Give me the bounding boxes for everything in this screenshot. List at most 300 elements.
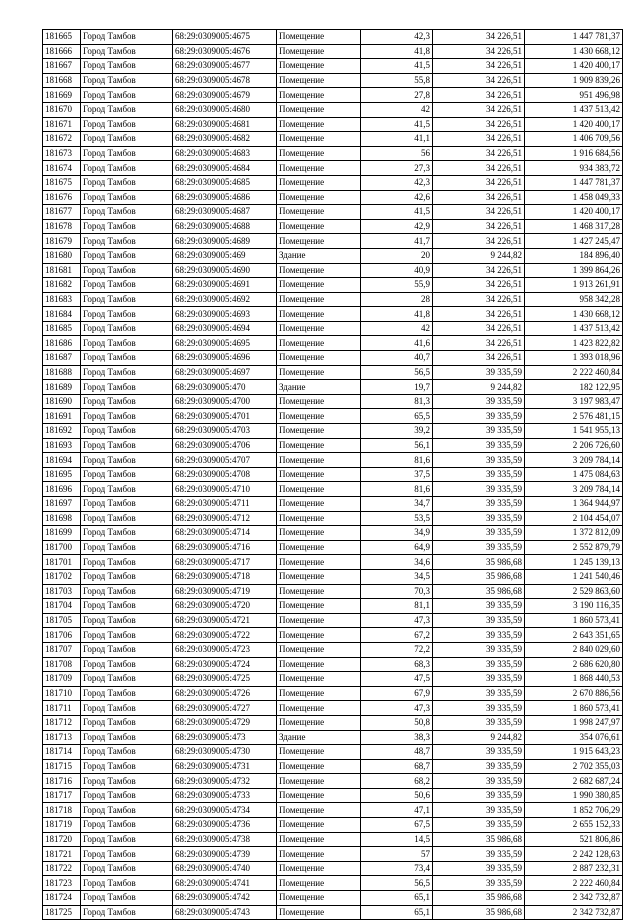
cell-locality: Город Тамбов <box>81 832 173 847</box>
cell-cadastral-number: 68:29:0309005:4711 <box>173 497 277 512</box>
cell-specific-value: 34 226,51 <box>433 161 525 176</box>
cell-object-type: Помещение <box>277 205 361 220</box>
cell-cadastral-value: 1 437 513,42 <box>525 102 623 117</box>
cell-locality: Город Тамбов <box>81 88 173 103</box>
cell-row-number: 181683 <box>43 292 81 307</box>
cell-locality: Город Тамбов <box>81 438 173 453</box>
cell-row-number: 181684 <box>43 307 81 322</box>
cell-area: 14,5 <box>361 832 433 847</box>
cell-locality: Город Тамбов <box>81 642 173 657</box>
cell-cadastral-number: 68:29:0309005:4714 <box>173 526 277 541</box>
cell-cadastral-number: 68:29:0309005:4687 <box>173 205 277 220</box>
cell-object-type: Помещение <box>277 132 361 147</box>
cell-locality: Город Тамбов <box>81 146 173 161</box>
cell-locality: Город Тамбов <box>81 818 173 833</box>
cell-cadastral-number: 68:29:0309005:4738 <box>173 832 277 847</box>
cell-area: 68,2 <box>361 774 433 789</box>
cell-locality: Город Тамбов <box>81 497 173 512</box>
cell-area: 56,5 <box>361 876 433 891</box>
cell-object-type: Помещение <box>277 759 361 774</box>
cell-cadastral-number: 68:29:0309005:4688 <box>173 219 277 234</box>
cell-object-type: Помещение <box>277 569 361 584</box>
cell-cadastral-number: 68:29:0309005:4679 <box>173 88 277 103</box>
cell-cadastral-number: 68:29:0309005:4690 <box>173 263 277 278</box>
cell-cadastral-value: 1 915 643,23 <box>525 745 623 760</box>
cell-row-number: 181699 <box>43 526 81 541</box>
cell-cadastral-number: 68:29:0309005:4696 <box>173 351 277 366</box>
cell-object-type: Помещение <box>277 891 361 906</box>
cell-cadastral-number: 68:29:0309005:4700 <box>173 394 277 409</box>
cell-cadastral-number: 68:29:0309005:4694 <box>173 321 277 336</box>
cell-cadastral-value: 1 437 513,42 <box>525 321 623 336</box>
cell-object-type: Помещение <box>277 467 361 482</box>
cell-specific-value: 39 335,59 <box>433 657 525 672</box>
cell-specific-value: 39 335,59 <box>433 803 525 818</box>
table-row <box>43 102 623 117</box>
cell-row-number: 181669 <box>43 88 81 103</box>
table-row <box>43 511 623 526</box>
cell-locality: Город Тамбов <box>81 132 173 147</box>
table-row <box>43 803 623 818</box>
cadastral-value-table <box>42 29 623 920</box>
cell-area: 56 <box>361 146 433 161</box>
table-row <box>43 234 623 249</box>
table-row <box>43 219 623 234</box>
cell-object-type: Помещение <box>277 102 361 117</box>
cell-object-type: Помещение <box>277 190 361 205</box>
cell-area: 19,7 <box>361 380 433 395</box>
cell-row-number: 181666 <box>43 44 81 59</box>
cell-row-number: 181713 <box>43 730 81 745</box>
cell-object-type: Помещение <box>277 803 361 818</box>
cell-object-type: Помещение <box>277 715 361 730</box>
cell-specific-value: 34 226,51 <box>433 307 525 322</box>
cell-specific-value: 35 986,68 <box>433 569 525 584</box>
cell-object-type: Помещение <box>277 409 361 424</box>
cell-object-type: Помещение <box>277 351 361 366</box>
cell-specific-value: 34 226,51 <box>433 73 525 88</box>
cell-specific-value: 39 335,59 <box>433 613 525 628</box>
cell-object-type: Помещение <box>277 263 361 278</box>
cell-row-number: 181672 <box>43 132 81 147</box>
table-row <box>43 788 623 803</box>
table-row <box>43 540 623 555</box>
cell-object-type: Помещение <box>277 117 361 132</box>
cell-area: 47,1 <box>361 803 433 818</box>
cell-row-number: 181697 <box>43 497 81 512</box>
cell-object-type: Помещение <box>277 672 361 687</box>
cell-area: 47,3 <box>361 701 433 716</box>
cell-object-type: Помещение <box>277 599 361 614</box>
cell-cadastral-number: 68:29:0309005:4742 <box>173 891 277 906</box>
cell-object-type: Помещение <box>277 788 361 803</box>
cell-specific-value: 35 986,68 <box>433 905 525 920</box>
cell-row-number: 181680 <box>43 248 81 263</box>
table-row <box>43 759 623 774</box>
cell-specific-value: 9 244,82 <box>433 380 525 395</box>
table-row <box>43 307 623 322</box>
cell-cadastral-value: 1 913 261,91 <box>525 278 623 293</box>
cell-cadastral-value: 521 806,86 <box>525 832 623 847</box>
cell-specific-value: 34 226,51 <box>433 278 525 293</box>
cell-cadastral-number: 68:29:0309005:4686 <box>173 190 277 205</box>
table-row <box>43 861 623 876</box>
cell-cadastral-value: 1 860 573,41 <box>525 701 623 716</box>
cell-cadastral-number: 68:29:0309005:4723 <box>173 642 277 657</box>
cell-locality: Город Тамбов <box>81 234 173 249</box>
cell-object-type: Помещение <box>277 613 361 628</box>
cell-row-number: 181712 <box>43 715 81 730</box>
cell-cadastral-number: 68:29:0309005:473 <box>173 730 277 745</box>
cell-row-number: 181714 <box>43 745 81 760</box>
cell-cadastral-number: 68:29:0309005:4736 <box>173 818 277 833</box>
table-row <box>43 584 623 599</box>
cell-row-number: 181689 <box>43 380 81 395</box>
cell-area: 41,8 <box>361 44 433 59</box>
cell-row-number: 181723 <box>43 876 81 891</box>
cell-area: 27,3 <box>361 161 433 176</box>
cell-locality: Город Тамбов <box>81 657 173 672</box>
cell-cadastral-number: 68:29:0309005:4716 <box>173 540 277 555</box>
table-row <box>43 730 623 745</box>
cell-area: 41,5 <box>361 59 433 74</box>
cell-cadastral-number: 68:29:0309005:4724 <box>173 657 277 672</box>
cell-locality: Город Тамбов <box>81 424 173 439</box>
cell-row-number: 181665 <box>43 30 81 45</box>
cell-area: 68,7 <box>361 759 433 774</box>
cell-object-type: Помещение <box>277 701 361 716</box>
cell-row-number: 181707 <box>43 642 81 657</box>
cell-object-type: Помещение <box>277 555 361 570</box>
cell-object-type: Помещение <box>277 526 361 541</box>
cell-row-number: 181693 <box>43 438 81 453</box>
cell-area: 73,4 <box>361 861 433 876</box>
cell-cadastral-number: 68:29:0309005:4697 <box>173 365 277 380</box>
cell-cadastral-number: 68:29:0309005:4681 <box>173 117 277 132</box>
cell-cadastral-value: 1 420 400,17 <box>525 205 623 220</box>
cell-row-number: 181705 <box>43 613 81 628</box>
cell-cadastral-value: 1 372 812,09 <box>525 526 623 541</box>
cell-specific-value: 34 226,51 <box>433 59 525 74</box>
cell-cadastral-value: 182 122,95 <box>525 380 623 395</box>
cell-specific-value: 39 335,59 <box>433 482 525 497</box>
cell-cadastral-value: 2 670 886,56 <box>525 686 623 701</box>
cell-row-number: 181717 <box>43 788 81 803</box>
cell-object-type: Помещение <box>277 905 361 920</box>
cell-row-number: 181686 <box>43 336 81 351</box>
cell-locality: Город Тамбов <box>81 730 173 745</box>
table-row <box>43 613 623 628</box>
cell-row-number: 181695 <box>43 467 81 482</box>
cell-specific-value: 39 335,59 <box>433 701 525 716</box>
table-row <box>43 336 623 351</box>
cell-locality: Город Тамбов <box>81 599 173 614</box>
cell-specific-value: 34 226,51 <box>433 190 525 205</box>
cell-specific-value: 39 335,59 <box>433 686 525 701</box>
table-row <box>43 263 623 278</box>
cell-area: 64,9 <box>361 540 433 555</box>
cell-specific-value: 39 335,59 <box>433 788 525 803</box>
cell-cadastral-number: 68:29:0309005:4721 <box>173 613 277 628</box>
cell-locality: Город Тамбов <box>81 73 173 88</box>
cell-cadastral-number: 68:29:0309005:4695 <box>173 336 277 351</box>
cell-object-type: Помещение <box>277 876 361 891</box>
cell-cadastral-number: 68:29:0309005:4680 <box>173 102 277 117</box>
cell-locality: Город Тамбов <box>81 190 173 205</box>
cell-area: 37,5 <box>361 467 433 482</box>
table-row <box>43 132 623 147</box>
cell-area: 34,7 <box>361 497 433 512</box>
cell-locality: Город Тамбов <box>81 278 173 293</box>
cell-locality: Город Тамбов <box>81 686 173 701</box>
table-row <box>43 715 623 730</box>
cell-object-type: Помещение <box>277 30 361 45</box>
cell-cadastral-number: 68:29:0309005:4677 <box>173 59 277 74</box>
cell-area: 41,1 <box>361 132 433 147</box>
cell-object-type: Помещение <box>277 657 361 672</box>
cell-cadastral-number: 68:29:0309005:4719 <box>173 584 277 599</box>
cell-cadastral-value: 1 447 781,37 <box>525 30 623 45</box>
cell-locality: Город Тамбов <box>81 803 173 818</box>
cell-cadastral-number: 68:29:0309005:4718 <box>173 569 277 584</box>
cell-area: 81,3 <box>361 394 433 409</box>
cell-row-number: 181711 <box>43 701 81 716</box>
cell-object-type: Помещение <box>277 59 361 74</box>
cell-object-type: Помещение <box>277 438 361 453</box>
table-row <box>43 497 623 512</box>
cell-object-type: Помещение <box>277 745 361 760</box>
cell-specific-value: 34 226,51 <box>433 219 525 234</box>
cell-cadastral-number: 68:29:0309005:470 <box>173 380 277 395</box>
cell-cadastral-number: 68:29:0309005:4689 <box>173 234 277 249</box>
cell-locality: Город Тамбов <box>81 584 173 599</box>
cell-cadastral-value: 3 197 983,47 <box>525 394 623 409</box>
cell-cadastral-value: 2 682 687,24 <box>525 774 623 789</box>
cell-row-number: 181715 <box>43 759 81 774</box>
cell-area: 42,6 <box>361 190 433 205</box>
table-row <box>43 832 623 847</box>
cell-cadastral-value: 3 209 784,14 <box>525 453 623 468</box>
cell-object-type: Помещение <box>277 365 361 380</box>
cell-cadastral-value: 1 406 709,56 <box>525 132 623 147</box>
table-row <box>43 394 623 409</box>
cell-locality: Город Тамбов <box>81 394 173 409</box>
cell-specific-value: 39 335,59 <box>433 453 525 468</box>
cell-cadastral-value: 1 241 540,46 <box>525 569 623 584</box>
cell-specific-value: 39 335,59 <box>433 642 525 657</box>
cell-locality: Город Тамбов <box>81 263 173 278</box>
cell-locality: Город Тамбов <box>81 248 173 263</box>
cell-cadastral-value: 2 242 128,63 <box>525 847 623 862</box>
cell-specific-value: 34 226,51 <box>433 117 525 132</box>
cell-cadastral-value: 1 393 018,96 <box>525 351 623 366</box>
table-row <box>43 657 623 672</box>
cell-area: 81,6 <box>361 482 433 497</box>
cell-object-type: Помещение <box>277 394 361 409</box>
cell-row-number: 181722 <box>43 861 81 876</box>
cell-cadastral-value: 2 643 351,65 <box>525 628 623 643</box>
cell-cadastral-number: 68:29:0309005:4707 <box>173 453 277 468</box>
cell-locality: Город Тамбов <box>81 307 173 322</box>
cell-locality: Город Тамбов <box>81 175 173 190</box>
cell-specific-value: 34 226,51 <box>433 175 525 190</box>
cell-locality: Город Тамбов <box>81 219 173 234</box>
cell-cadastral-value: 1 427 245,47 <box>525 234 623 249</box>
cell-locality: Город Тамбов <box>81 380 173 395</box>
cell-locality: Город Тамбов <box>81 672 173 687</box>
cell-object-type: Помещение <box>277 818 361 833</box>
cell-specific-value: 34 226,51 <box>433 234 525 249</box>
cell-row-number: 181679 <box>43 234 81 249</box>
cell-object-type: Помещение <box>277 686 361 701</box>
cell-cadastral-value: 1 420 400,17 <box>525 59 623 74</box>
cell-cadastral-number: 68:29:0309005:4676 <box>173 44 277 59</box>
cell-cadastral-number: 68:29:0309005:4730 <box>173 745 277 760</box>
cell-cadastral-number: 68:29:0309005:4733 <box>173 788 277 803</box>
cell-object-type: Помещение <box>277 146 361 161</box>
cell-locality: Город Тамбов <box>81 351 173 366</box>
cell-locality: Город Тамбов <box>81 161 173 176</box>
cell-area: 50,8 <box>361 715 433 730</box>
cell-locality: Город Тамбов <box>81 321 173 336</box>
table-row <box>43 321 623 336</box>
cell-specific-value: 39 335,59 <box>433 467 525 482</box>
cell-object-type: Помещение <box>277 44 361 59</box>
cell-row-number: 181725 <box>43 905 81 920</box>
cell-row-number: 181719 <box>43 818 81 833</box>
cell-specific-value: 39 335,59 <box>433 818 525 833</box>
cell-row-number: 181688 <box>43 365 81 380</box>
cell-locality: Город Тамбов <box>81 30 173 45</box>
cell-locality: Город Тамбов <box>81 540 173 555</box>
cell-specific-value: 39 335,59 <box>433 365 525 380</box>
cell-cadastral-number: 68:29:0309005:4734 <box>173 803 277 818</box>
cell-object-type: Помещение <box>277 642 361 657</box>
cell-area: 42,9 <box>361 219 433 234</box>
cell-specific-value: 34 226,51 <box>433 336 525 351</box>
cell-area: 40,9 <box>361 263 433 278</box>
cell-specific-value: 39 335,59 <box>433 511 525 526</box>
table-row <box>43 44 623 59</box>
cell-row-number: 181668 <box>43 73 81 88</box>
cell-locality: Город Тамбов <box>81 759 173 774</box>
cell-row-number: 181674 <box>43 161 81 176</box>
cell-object-type: Помещение <box>277 219 361 234</box>
cell-area: 41,6 <box>361 336 433 351</box>
table-row <box>43 88 623 103</box>
cell-row-number: 181721 <box>43 847 81 862</box>
cell-locality: Город Тамбов <box>81 482 173 497</box>
cell-object-type: Помещение <box>277 832 361 847</box>
cell-row-number: 181698 <box>43 511 81 526</box>
cell-area: 47,3 <box>361 613 433 628</box>
cell-specific-value: 9 244,82 <box>433 730 525 745</box>
cell-cadastral-value: 2 655 152,33 <box>525 818 623 833</box>
cell-cadastral-number: 68:29:0309005:4729 <box>173 715 277 730</box>
cell-area: 72,2 <box>361 642 433 657</box>
cell-object-type: Помещение <box>277 774 361 789</box>
table-row <box>43 905 623 920</box>
table-row <box>43 642 623 657</box>
table-row <box>43 30 623 45</box>
cell-row-number: 181702 <box>43 569 81 584</box>
cell-row-number: 181676 <box>43 190 81 205</box>
cell-cadastral-number: 68:29:0309005:4712 <box>173 511 277 526</box>
cell-cadastral-value: 1 916 684,56 <box>525 146 623 161</box>
cell-object-type: Здание <box>277 248 361 263</box>
cell-cadastral-number: 68:29:0309005:4684 <box>173 161 277 176</box>
cell-specific-value: 39 335,59 <box>433 540 525 555</box>
cell-row-number: 181673 <box>43 146 81 161</box>
cell-cadastral-value: 1 868 440,53 <box>525 672 623 687</box>
cell-cadastral-value: 1 860 573,41 <box>525 613 623 628</box>
cell-locality: Город Тамбов <box>81 569 173 584</box>
cell-area: 68,3 <box>361 657 433 672</box>
cell-specific-value: 35 986,68 <box>433 832 525 847</box>
cell-cadastral-value: 1 998 247,97 <box>525 715 623 730</box>
cell-row-number: 181724 <box>43 891 81 906</box>
cell-object-type: Помещение <box>277 336 361 351</box>
cell-specific-value: 39 335,59 <box>433 876 525 891</box>
cell-area: 70,3 <box>361 584 433 599</box>
cell-cadastral-number: 68:29:0309005:4692 <box>173 292 277 307</box>
cell-cadastral-number: 68:29:0309005:4726 <box>173 686 277 701</box>
cell-row-number: 181694 <box>43 453 81 468</box>
cell-row-number: 181681 <box>43 263 81 278</box>
cell-cadastral-number: 68:29:0309005:4685 <box>173 175 277 190</box>
cell-locality: Город Тамбов <box>81 453 173 468</box>
cell-cadastral-number: 68:29:0309005:4706 <box>173 438 277 453</box>
cell-object-type: Помещение <box>277 161 361 176</box>
table-row <box>43 278 623 293</box>
cell-cadastral-number: 68:29:0309005:4740 <box>173 861 277 876</box>
table-row <box>43 59 623 74</box>
cell-area: 20 <box>361 248 433 263</box>
cell-cadastral-value: 1 468 317,28 <box>525 219 623 234</box>
cell-area: 34,6 <box>361 555 433 570</box>
cell-cadastral-number: 68:29:0309005:4691 <box>173 278 277 293</box>
cell-cadastral-number: 68:29:0309005:4678 <box>173 73 277 88</box>
cell-area: 81,1 <box>361 599 433 614</box>
cell-cadastral-value: 354 076,61 <box>525 730 623 745</box>
cell-specific-value: 34 226,51 <box>433 88 525 103</box>
table-row <box>43 467 623 482</box>
cell-row-number: 181710 <box>43 686 81 701</box>
cell-cadastral-number: 68:29:0309005:4717 <box>173 555 277 570</box>
cell-specific-value: 9 244,82 <box>433 248 525 263</box>
cell-object-type: Помещение <box>277 540 361 555</box>
cell-cadastral-value: 1 990 380,85 <box>525 788 623 803</box>
cell-locality: Город Тамбов <box>81 59 173 74</box>
cell-area: 41,5 <box>361 117 433 132</box>
cell-cadastral-number: 68:29:0309005:4708 <box>173 467 277 482</box>
cell-row-number: 181671 <box>43 117 81 132</box>
cell-cadastral-number: 68:29:0309005:4701 <box>173 409 277 424</box>
cell-row-number: 181704 <box>43 599 81 614</box>
table-row <box>43 73 623 88</box>
cell-cadastral-number: 68:29:0309005:4743 <box>173 905 277 920</box>
table-row <box>43 146 623 161</box>
cell-specific-value: 34 226,51 <box>433 292 525 307</box>
cell-object-type: Здание <box>277 730 361 745</box>
cell-area: 55,8 <box>361 73 433 88</box>
cell-specific-value: 39 335,59 <box>433 497 525 512</box>
table-row <box>43 438 623 453</box>
cell-row-number: 181670 <box>43 102 81 117</box>
cell-object-type: Помещение <box>277 278 361 293</box>
cell-cadastral-number: 68:29:0309005:4732 <box>173 774 277 789</box>
cell-cadastral-number: 68:29:0309005:4741 <box>173 876 277 891</box>
